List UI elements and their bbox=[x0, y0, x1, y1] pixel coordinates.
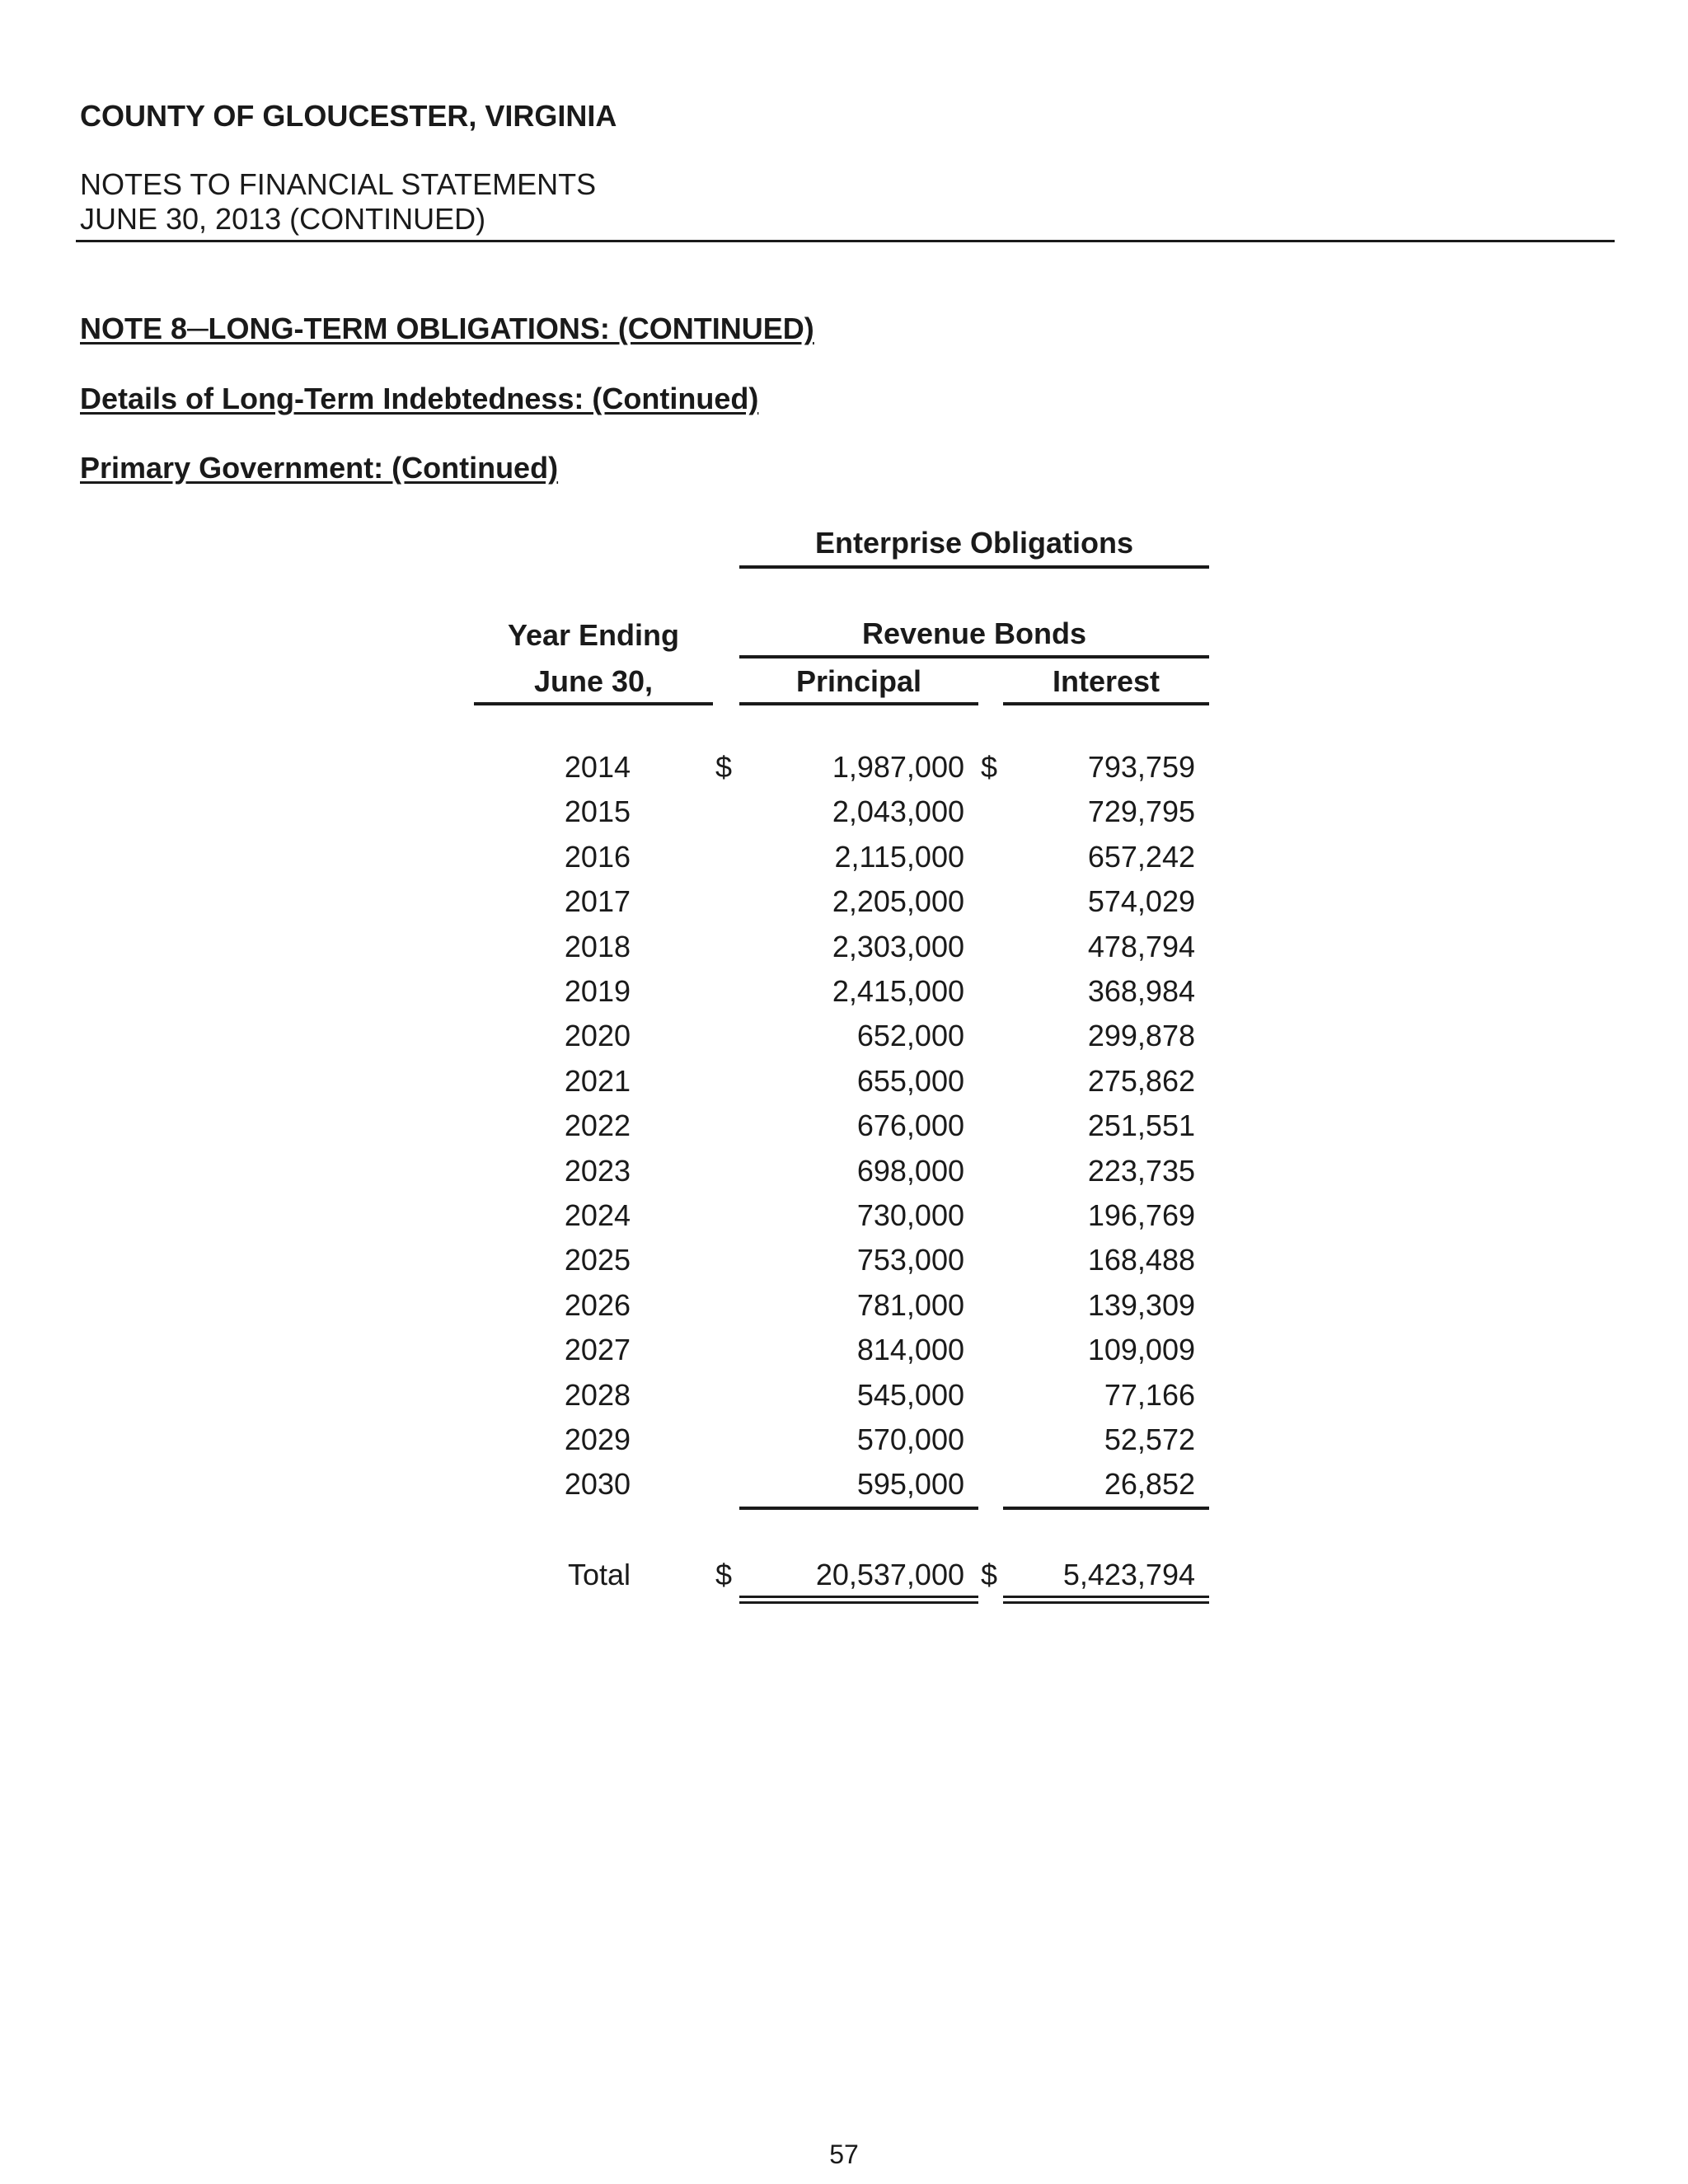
row-principal: 814,000 bbox=[856, 1333, 964, 1366]
total-principal: 20,537,000 bbox=[815, 1558, 964, 1591]
row-year: 2026 bbox=[564, 1288, 631, 1322]
principal-header-rule bbox=[739, 702, 978, 705]
row-year: 2027 bbox=[564, 1333, 631, 1366]
row-interest: 574,029 bbox=[1087, 884, 1195, 918]
statement-date: JUNE 30, 2013 (CONTINUED) bbox=[80, 202, 486, 236]
row-year: 2019 bbox=[564, 974, 631, 1008]
interest-total-double-rule bbox=[1003, 1596, 1209, 1604]
principal-currency: $ bbox=[715, 750, 733, 784]
revenue-bonds-rule bbox=[739, 655, 1209, 658]
revenue-bonds-header: Revenue Bonds bbox=[861, 616, 1087, 650]
row-interest: 251,551 bbox=[1087, 1108, 1195, 1142]
row-year: 2018 bbox=[564, 930, 631, 963]
row-principal: 2,415,000 bbox=[832, 974, 964, 1008]
page-number: 57 bbox=[829, 2139, 859, 2169]
row-year: 2020 bbox=[564, 1019, 631, 1052]
interest-header: Interest bbox=[1052, 664, 1160, 698]
row-interest: 657,242 bbox=[1087, 840, 1195, 874]
row-principal: 570,000 bbox=[856, 1422, 964, 1456]
row-year: 2030 bbox=[564, 1467, 631, 1501]
row-year: 2022 bbox=[564, 1108, 631, 1142]
principal-total-double-rule bbox=[739, 1596, 978, 1604]
total-interest-currency: $ bbox=[981, 1558, 998, 1591]
row-year: 2023 bbox=[564, 1154, 631, 1188]
total-label: Total bbox=[567, 1558, 631, 1591]
year-header-line1: Year Ending bbox=[507, 618, 680, 652]
row-interest: 478,794 bbox=[1087, 930, 1195, 963]
row-interest: 196,769 bbox=[1087, 1198, 1195, 1232]
row-year: 2016 bbox=[564, 840, 631, 874]
row-principal: 655,000 bbox=[856, 1064, 964, 1098]
row-principal: 781,000 bbox=[856, 1288, 964, 1322]
row-year: 2014 bbox=[564, 750, 631, 784]
row-interest: 368,984 bbox=[1087, 974, 1195, 1008]
row-principal: 2,115,000 bbox=[834, 840, 964, 874]
row-interest: 168,488 bbox=[1087, 1243, 1195, 1277]
row-interest: 77,166 bbox=[1104, 1378, 1195, 1412]
row-interest: 109,009 bbox=[1087, 1333, 1195, 1366]
row-year: 2015 bbox=[564, 794, 631, 828]
row-principal: 698,000 bbox=[856, 1154, 964, 1188]
interest-header-rule bbox=[1003, 702, 1209, 705]
row-interest: 793,759 bbox=[1087, 750, 1195, 784]
details-heading: Details of Long-Term Indebtedness: (Continued) bbox=[80, 382, 759, 415]
header-divider bbox=[76, 240, 1615, 242]
row-principal: 652,000 bbox=[856, 1019, 964, 1052]
row-interest: 299,878 bbox=[1087, 1019, 1195, 1052]
row-year: 2021 bbox=[564, 1064, 631, 1098]
interest-currency: $ bbox=[981, 750, 998, 784]
row-principal: 1,987,000 bbox=[832, 750, 964, 784]
row-interest: 26,852 bbox=[1104, 1467, 1195, 1501]
row-year: 2029 bbox=[564, 1422, 631, 1456]
principal-header: Principal bbox=[795, 664, 922, 698]
row-interest: 52,572 bbox=[1104, 1422, 1195, 1456]
row-interest: 729,795 bbox=[1087, 794, 1195, 828]
statement-title: NOTES TO FINANCIAL STATEMENTS bbox=[80, 167, 597, 201]
group-header-rule bbox=[739, 565, 1209, 569]
row-year: 2017 bbox=[564, 884, 631, 918]
row-interest: 275,862 bbox=[1087, 1064, 1195, 1098]
row-principal: 595,000 bbox=[856, 1467, 964, 1501]
row-principal: 730,000 bbox=[856, 1198, 964, 1232]
year-header-rule bbox=[474, 702, 713, 705]
total-interest: 5,423,794 bbox=[1062, 1558, 1195, 1591]
enterprise-obligations-header: Enterprise Obligations bbox=[814, 526, 1134, 560]
row-principal: 545,000 bbox=[856, 1378, 964, 1412]
row-principal: 676,000 bbox=[856, 1108, 964, 1142]
row-principal: 2,043,000 bbox=[832, 794, 964, 828]
row-principal: 753,000 bbox=[856, 1243, 964, 1277]
year-header-line2: June 30, bbox=[533, 664, 654, 698]
note-title: NOTE 8─LONG-TERM OBLIGATIONS: (CONTINUED) bbox=[80, 312, 814, 345]
entity-title: COUNTY OF GLOUCESTER, VIRGINIA bbox=[80, 99, 617, 133]
row-year: 2024 bbox=[564, 1198, 631, 1232]
total-principal-currency: $ bbox=[715, 1558, 733, 1591]
primary-government-heading: Primary Government: (Continued) bbox=[80, 451, 559, 485]
row-year: 2028 bbox=[564, 1378, 631, 1412]
row-principal: 2,205,000 bbox=[832, 884, 964, 918]
row-interest: 139,309 bbox=[1087, 1288, 1195, 1322]
row-interest: 223,735 bbox=[1087, 1154, 1195, 1188]
interest-subtotal-rule bbox=[1003, 1507, 1209, 1510]
row-year: 2025 bbox=[564, 1243, 631, 1277]
principal-subtotal-rule bbox=[739, 1507, 978, 1510]
row-principal: 2,303,000 bbox=[832, 930, 964, 963]
